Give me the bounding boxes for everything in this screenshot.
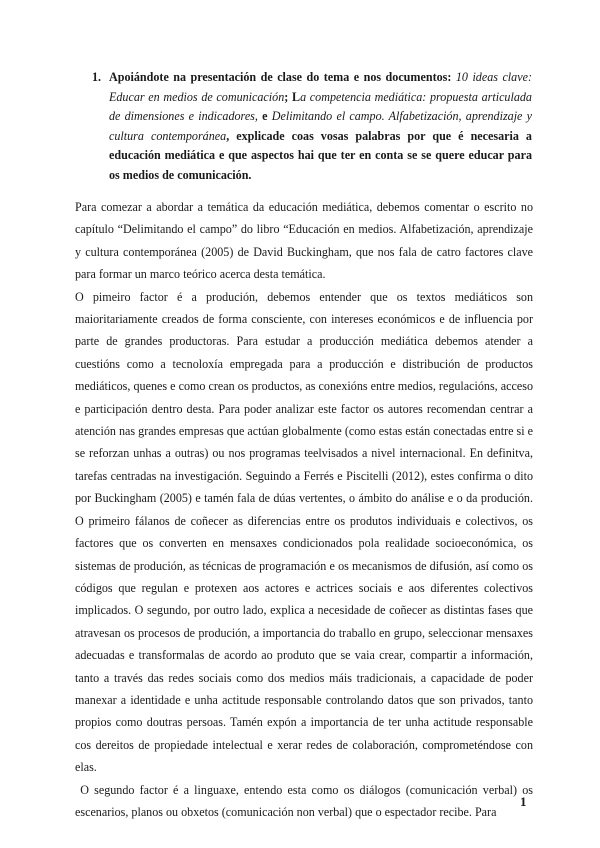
doc-title-1: 10 ideas clave: Educar en medios de comunicación: [109, 70, 532, 104]
question-number: 1.: [92, 70, 102, 84]
doc-title-2: a competencia mediática: propuesta articulada de dimensiones e indicadores,: [109, 89, 532, 124]
question-tail: , explicade coas vosas palabras por que é necesaria a educación mediática e que aspectos hai que ter en conta se se quere educar para os medios de comunicación.: [109, 128, 532, 182]
question-sep: ;: [284, 89, 289, 104]
paragraph-intro: Para comezar a abordar a temática da educación mediática, debemos comentar o escrito no capítulo “Delimitando el campo” do libro “Educación en medios. Alfabetización, aprendizaje y cultura contemporánea (2005) de David Buckingham, que nos fala de catro factores clave para formar un marco teórico acerca desta temática.: [75, 200, 533, 282]
doc-title-3: Delimitando el campo. Alfabetización, aprendizaje y cultura contemporánea: [109, 109, 533, 143]
question-text: [109, 68, 532, 186]
question-letter: L: [291, 89, 301, 104]
question-lead: Apoiándote na presentación de clase do tema e nos documentos:: [109, 70, 452, 84]
page-number: 1: [520, 794, 527, 809]
paragraph-production: O pimeiro factor é a produción, debemos entender que os textos mediáticos son maioritariamente creados de forma consciente, con intereses económicos e de influencia por parte de grandes productoras. Para estudar a producción mediática debemos atender a cuestións como a tecnoloxía empregada para a producción e distribución de productos mediáticos, quenes e como crean os productos, as conexións entre medios, regulacións, acceso e participación dentro desta. Para poder analizar este factor os autores recomendan centrar a atención nas grandes empresas que actúan globalmente (como estas están conectadas entre si e se reforzan unhas a outras) ou nos programas teelvisados a nivel internacional. En definitva, tarefas centradas na investigación. Seguindo a Ferrés e Piscitelli (2012), estes confirma o dito por Buckingham (2005) e tamén fala de dúas vertentes, o ámbito do análise e o da produción. O primeiro fálanos de coñecer as diferencias entre os produtos individuais e colectivos, os factores que os converten en mensaxes condicionados pola realidade socioeconómica, os sistemas de produción, as técnicas de programación e os mecanismos de difusión, así como os códigos que regulan e protexen aos actores e actrices sociais e aos diferentes colectivos implicados. O segundo, por outro lado, explica a necesidade de coñecer as distintas fases que atravesan os procesos de produción, a importancia do traballo en grupo, seleccionar mensaxes adecuadas e transformalas de acordo ao produto que se vaia crear, compartir a información, tanto a través das redes sociais como dos medios máis tradicionais, a capacidade de poder manexar a identidade e unha actitude responsable controlando datos que son privados, tanto propios como doutras persoas. Tamén expón a importancia de ter unha actitude responsable cos dereitos de propiedade intelectual e xerar redes de colaboración, comprometéndose con elas.: [75, 289, 533, 775]
question-and: e: [262, 109, 268, 124]
body-text: [75, 196, 537, 823]
paragraph-language: O segundo factor é a linguaxe, entendo esta como os diálogos (comunicación verbal) os escenarios, planos ou obxetos (comunicación non verbal) que o espectador recibe. Para: [75, 782, 537, 819]
question-item: [92, 68, 532, 186]
